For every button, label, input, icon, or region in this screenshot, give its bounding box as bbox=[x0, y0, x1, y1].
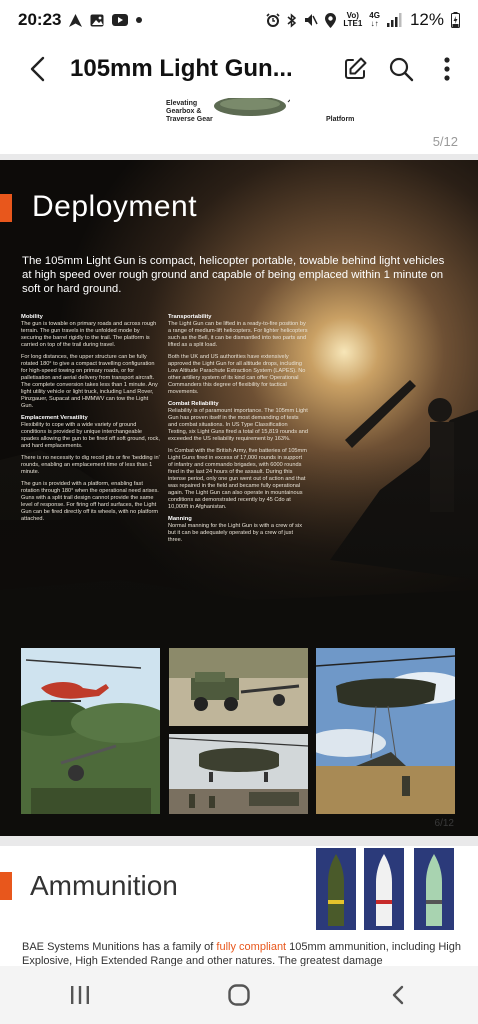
back-button[interactable] bbox=[14, 46, 60, 92]
status-bar bbox=[0, 0, 478, 40]
ammunition-page bbox=[0, 846, 478, 966]
combat-heading: Combat Reliability bbox=[168, 401, 219, 407]
recents-button[interactable] bbox=[50, 973, 110, 1017]
emplacement-text-2: There is no necessity to dig recoil pits or fire 'bedding in' rounds, enabling an emplacement time of less than 1 minute. bbox=[21, 455, 160, 475]
network-type: 4G ↓↑ bbox=[369, 11, 380, 28]
edit-button[interactable] bbox=[336, 50, 374, 88]
notification-dot-icon bbox=[136, 17, 142, 23]
transport-heading: Transportability bbox=[168, 314, 212, 320]
deployment-page-number: 6/12 bbox=[434, 818, 454, 829]
photo-gun-towed-vehicle bbox=[169, 648, 308, 726]
ammunition-title: Ammunition bbox=[30, 870, 178, 901]
transport-text-1: The Light Gun can be lifted in a ready-to-fire position by a range of medium-lift helicopters. For lighter helicopters such as the Bell, it can be dismantled into two parts and lifted as a split load. bbox=[168, 321, 308, 348]
label-platform: Platform bbox=[326, 116, 355, 123]
back-arrow-icon bbox=[29, 56, 45, 82]
mute-icon bbox=[304, 13, 318, 27]
search-icon bbox=[388, 56, 414, 82]
home-button[interactable] bbox=[209, 973, 269, 1017]
document-title: 105mm Light Gun... bbox=[70, 55, 293, 82]
alarm-icon bbox=[266, 13, 280, 27]
battery-percent: 12% bbox=[409, 10, 444, 29]
nav-back-button[interactable] bbox=[368, 973, 428, 1017]
signal-icon bbox=[387, 13, 403, 27]
deployment-title: Deployment bbox=[32, 190, 198, 223]
location-icon bbox=[325, 13, 336, 28]
previous-page bbox=[0, 98, 478, 154]
label-traverse-gear: Traverse Gear bbox=[166, 116, 213, 123]
photo-chinook-sling-load bbox=[316, 648, 455, 814]
manning-text-1: Normal manning for the Light Gun is with a crew of six but it can be adequately operated by a crew of just three. bbox=[168, 523, 302, 543]
emplacement-text-3: The gun is provided with a platform, enabling fast rotation through 180° when the operational need arises. Guns with a split trail design cannot provide the same level of response. For firing off hard surfaces, the Light Gun can be fired directly off its wheels, with no platform attached. bbox=[21, 481, 159, 522]
combat-text-2: In Combat with the British Army, five batteries of 105mm Light Guns fired in excess of 17,000 rounds in support of infantry and commando brigades, with 6000 rounds fired in the last 24 hours of the assault. During this intense period, only one gun went out of action and that was repaired in the field and became fully operational again. The Light Gun can also operate in mountainous conditions as demonstrated recently by 45 Cdo at 10,000ft in Afghanistan. bbox=[168, 448, 307, 510]
status-time: 20:23 bbox=[18, 10, 62, 29]
transport-text-2: Both the UK and US authorities have extensively approved the Light Gun for all altitude drops, including Low Altitude Parachute Extraction System (LAPES). No other artillery system of its kind can offer Operational Commanders this degree of flexibility for tactical movements. bbox=[168, 354, 306, 395]
section-marker bbox=[0, 872, 12, 900]
system-nav-bar bbox=[0, 966, 478, 1024]
manning-heading: Manning bbox=[168, 516, 192, 522]
deployment-page bbox=[0, 160, 478, 836]
search-button[interactable] bbox=[382, 50, 420, 88]
page-counter: 5/12 bbox=[432, 134, 458, 149]
gun-diagram-fragment bbox=[210, 98, 290, 120]
app-bar bbox=[0, 40, 478, 98]
combat-text-1: Reliability is of paramount importance. The 105mm Light Gun has proven itself in the most demanding of tests and combat situations. In US Type Classification Testing, six Light Guns fired a total of 15,819 rounds and exceeded the US reliability requirement by 163%. bbox=[168, 408, 308, 442]
emplacement-heading: Emplacement Versatility bbox=[21, 415, 88, 421]
mobility-text-1: The gun is towable on primary roads and across rough terrain. The gun travels in the unfolded mode by securing the barrel rigidly to the trail. The platform is carried on top of the trail during travel. bbox=[21, 321, 157, 348]
navigation-arrow-icon bbox=[69, 14, 82, 27]
section-marker bbox=[0, 194, 12, 222]
volte-indicator: Vo) LTE1 bbox=[343, 11, 363, 28]
deployment-column-middle bbox=[168, 310, 308, 549]
shell-image-2 bbox=[364, 848, 404, 930]
more-options-button[interactable] bbox=[428, 50, 466, 88]
emplacement-text-1: Flexibility to cope with a wide variety of ground conditions is provided by unique interchangeable spades allowing the gun to be fired off soft ground, rock, and hard emplacements. bbox=[21, 422, 160, 449]
data-arrows-icon: ↓↑ bbox=[370, 19, 379, 28]
mobility-text-2: For long distances, the upper structure can be fully rotated 180° to give a compact travelling configuration for high-speed towing on primary roads, or for palletisation and aerial delivery from transport aircraft. The complete conversion takes less than 1 minute. Any light utility vehicle or light truck, including Land Rover, Pinzgauer, Supacat and HMMWV can tow the Light Gun. bbox=[21, 354, 158, 409]
more-vertical-icon bbox=[444, 57, 450, 81]
shell-image-1 bbox=[316, 848, 356, 930]
gallery-icon bbox=[90, 14, 104, 27]
recents-icon bbox=[70, 986, 90, 1004]
home-icon bbox=[228, 984, 250, 1006]
photo-chinook-lift bbox=[169, 734, 308, 814]
shell-image-3 bbox=[414, 848, 454, 930]
edit-icon bbox=[342, 56, 368, 82]
battery-charging-icon bbox=[451, 12, 460, 28]
mobility-heading: Mobility bbox=[21, 314, 43, 320]
ammunition-text: BAE Systems Munitions has a family of fully compliant 105mm ammunition, including High Explosive, High Extended Range and other natures. The greatest damage bbox=[22, 941, 461, 966]
deployment-column-left bbox=[21, 310, 161, 528]
document-viewport[interactable] bbox=[0, 98, 478, 966]
photo-helicopter-jungle bbox=[21, 648, 160, 814]
nav-back-icon bbox=[392, 985, 404, 1005]
youtube-icon bbox=[112, 14, 128, 26]
label-gearbox: Gearbox & bbox=[166, 108, 202, 115]
bluetooth-icon bbox=[287, 13, 297, 28]
label-elevating: Elevating bbox=[166, 100, 198, 107]
deployment-lead: The 105mm Light Gun is compact, helicopter portable, towable behind light vehicles at high speed over rough ground and capable of being emplaced within 1 minute on soft or hard ground. bbox=[22, 255, 445, 295]
highlighted-phrase: fully compliant bbox=[216, 941, 287, 953]
